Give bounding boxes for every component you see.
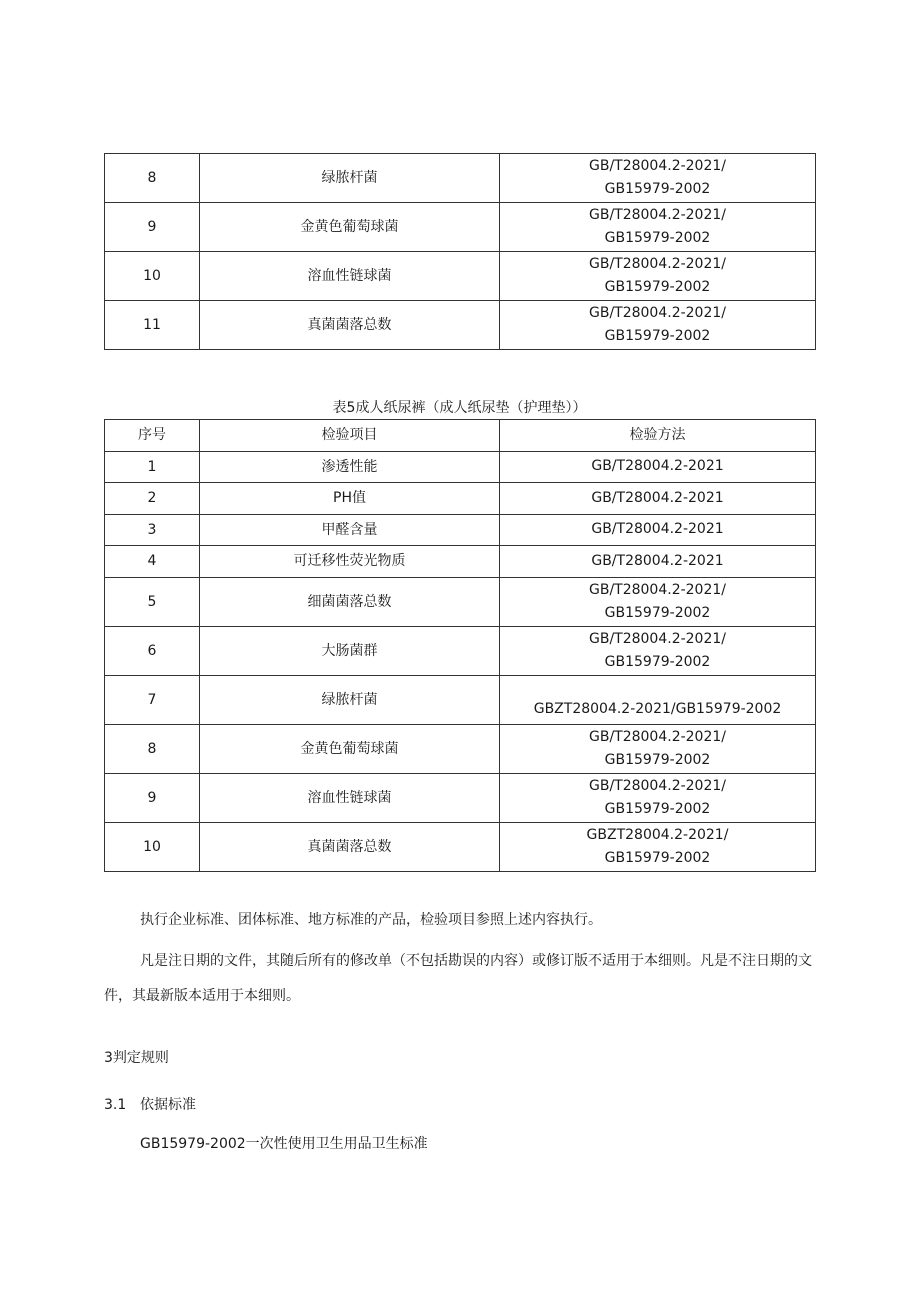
method-line: GB/T28004.2-2021 xyxy=(591,521,724,538)
method-line: GB15979-2002 xyxy=(604,800,711,817)
row-number: 2 xyxy=(105,483,200,515)
row-number: 8 xyxy=(105,154,200,203)
table-row xyxy=(105,626,816,675)
method-line: GB/T28004.2-2021/ xyxy=(588,630,726,647)
table-row xyxy=(105,822,816,871)
row-number: 10 xyxy=(105,822,200,871)
method-line: GB15979-2002 xyxy=(604,279,711,295)
method-line: GB15979-2002 xyxy=(604,604,711,621)
table-row xyxy=(105,154,816,203)
table-row xyxy=(105,483,816,515)
method-line: GB/T28004.2-2021/ xyxy=(588,207,726,223)
inspection-item: 金黄色葡萄球菌 xyxy=(200,203,500,252)
subsection-number: 3.1 xyxy=(104,1097,127,1113)
method-line: GB/T28004.2-2021 xyxy=(591,489,724,506)
table-body xyxy=(105,154,816,350)
row-number: 6 xyxy=(105,626,200,675)
method-line: GBZT28004.2-2021/ xyxy=(586,826,729,843)
table-row xyxy=(105,252,816,301)
inspection-method xyxy=(500,514,816,546)
table-row xyxy=(105,577,816,626)
inspection-method xyxy=(500,483,816,515)
inspection-item: 真菌菌落总数 xyxy=(200,822,500,871)
row-number: 11 xyxy=(105,301,200,350)
table-header-row xyxy=(105,420,816,452)
inspection-method xyxy=(500,154,816,203)
header-method: 检验方法 xyxy=(500,420,816,452)
inspection-method xyxy=(500,301,816,350)
method-line: GB15979-2002 xyxy=(604,653,711,670)
method-line: GB15979-2002 xyxy=(604,230,711,246)
method-line: GB/T28004.2-2021/ xyxy=(588,728,726,745)
method-line: GB15979-2002 xyxy=(604,849,711,866)
inspection-method xyxy=(500,724,816,773)
row-number: 9 xyxy=(105,203,200,252)
table-row xyxy=(105,203,816,252)
inspection-item: 真菌菌落总数 xyxy=(200,301,500,350)
row-number: 5 xyxy=(105,577,200,626)
inspection-item: 渗透性能 xyxy=(200,451,500,483)
method-line: GB15979-2002 xyxy=(604,328,711,344)
section-heading: 3判定规则 xyxy=(104,1050,169,1066)
table-row xyxy=(105,514,816,546)
method-line: GB/T28004.2-2021/ xyxy=(588,305,726,321)
row-number: 3 xyxy=(105,514,200,546)
row-number: 1 xyxy=(105,451,200,483)
inspection-item: 可迁移性荧光物质 xyxy=(200,546,500,578)
inspection-item: 绿脓杆菌 xyxy=(200,154,500,203)
inspection-item: 溶血性链球菌 xyxy=(200,252,500,301)
paragraph-enterprise-standards: 执行企业标准、团体标准、地方标准的产品，检验项目参照上述内容执行。 xyxy=(140,912,602,928)
table-row xyxy=(105,773,816,822)
row-number: 8 xyxy=(105,724,200,773)
table-row xyxy=(105,724,816,773)
method-line: GB/T28004.2-2021 xyxy=(591,552,724,569)
table5-adult-diapers xyxy=(104,419,816,872)
row-number: 10 xyxy=(105,252,200,301)
inspection-method xyxy=(500,203,816,252)
inspection-method xyxy=(500,675,816,724)
paragraph-dated-documents: 凡是注日期的文件，其随后所有的修改单（不包括勘误的内容）或修订版不适用于本细则。凡是不注日期的文件，其最新版本适用于本细则。 xyxy=(104,953,812,1004)
inspection-item: 绿脓杆菌 xyxy=(200,675,500,724)
method-line: GB/T28004.2-2021/ xyxy=(588,158,726,174)
row-number: 9 xyxy=(105,773,200,822)
inspection-method xyxy=(500,451,816,483)
inspection-item: 甲醛含量 xyxy=(200,514,500,546)
method-line: GB/T28004.2-2021/ xyxy=(588,256,726,272)
inspection-method xyxy=(500,626,816,675)
table-row xyxy=(105,546,816,578)
inspection-item: 金黄色葡萄球菌 xyxy=(200,724,500,773)
inspection-item: PH值 xyxy=(200,483,500,515)
subsection-title: 依据标准 xyxy=(140,1097,196,1113)
method-line: GB15979-2002 xyxy=(604,751,711,768)
row-number: 4 xyxy=(105,546,200,578)
header-item: 检验项目 xyxy=(200,420,500,452)
method-line: GBZT28004.2-2021/GB15979-2002 xyxy=(533,700,782,717)
table-row xyxy=(105,451,816,483)
method-line: GB/T28004.2-2021/ xyxy=(588,777,726,794)
header-no: 序号 xyxy=(105,420,200,452)
table-body xyxy=(105,451,816,871)
inspection-item: 溶血性链球菌 xyxy=(200,773,500,822)
table-row xyxy=(105,301,816,350)
table5-caption: 表5成人纸尿裤（成人纸尿垫（护理垫）） xyxy=(332,400,587,416)
subsection-heading xyxy=(104,1094,196,1116)
inspection-method xyxy=(500,577,816,626)
inspection-item: 大肠菌群 xyxy=(200,626,500,675)
inspection-method xyxy=(500,252,816,301)
standard-reference: GB15979-2002一次性使用卫生用品卫生标准 xyxy=(140,1136,428,1152)
method-line: GB15979-2002 xyxy=(604,181,711,197)
inspection-table-continued xyxy=(104,153,816,350)
method-line: GB/T28004.2-2021 xyxy=(591,458,724,475)
inspection-method xyxy=(500,822,816,871)
inspection-item: 细菌菌落总数 xyxy=(200,577,500,626)
method-line: GB/T28004.2-2021/ xyxy=(588,581,726,598)
inspection-method xyxy=(500,546,816,578)
row-number: 7 xyxy=(105,675,200,724)
inspection-method xyxy=(500,773,816,822)
table-row xyxy=(105,675,816,724)
